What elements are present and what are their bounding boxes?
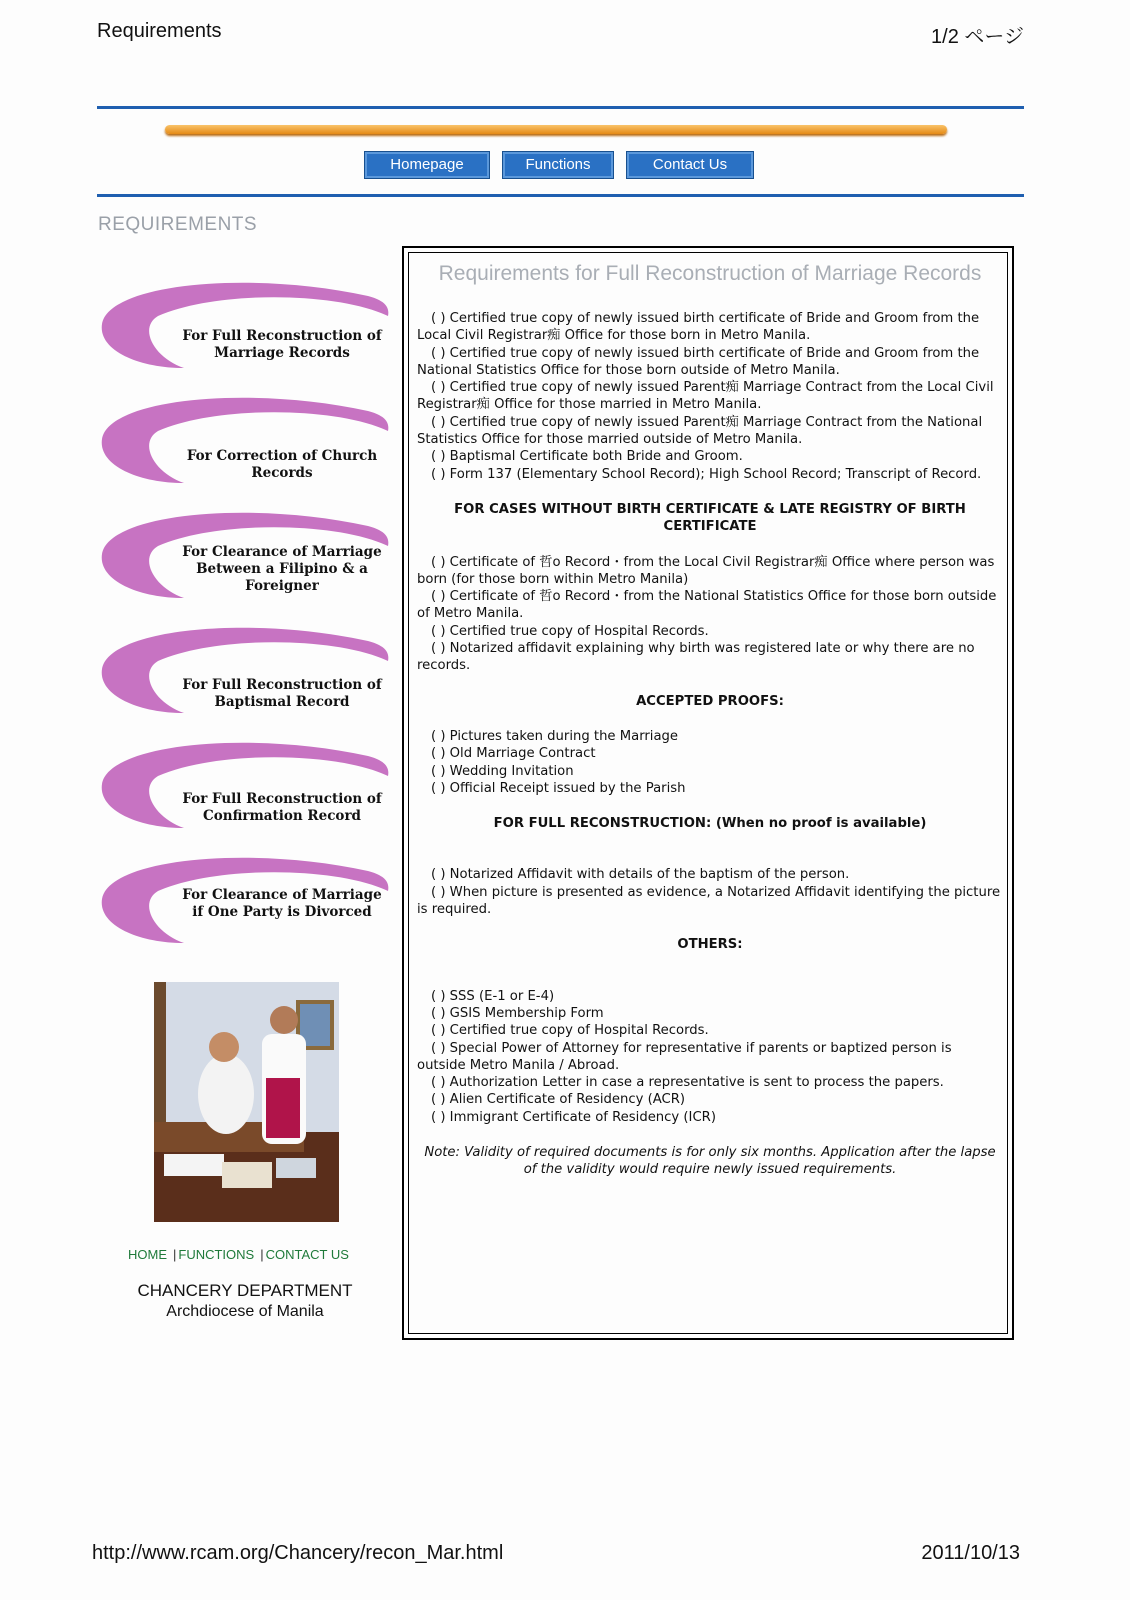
list-item: ( ) Certified true copy of Hospital Records. [431, 1023, 709, 1039]
list-item: ( ) Special Power of Attorney for representative if parents or baptized person is outside Metro Manila / Abroad. [417, 1040, 952, 1073]
sidebar-item-label: For Correction of Church Records [186, 448, 378, 481]
main-nav [364, 151, 754, 179]
list-item: ( ) Wedding Invitation [431, 763, 574, 779]
sidebar-item-label: For Full Reconstruction of Confirmation Record [182, 791, 382, 824]
list-item: ( ) GSIS Membership Form [431, 1005, 604, 1021]
content-title: Requirements for Full Reconstruction of Marriage Records [438, 262, 982, 285]
homepage-button[interactable]: Homepage [364, 151, 490, 179]
sidebar-item-label: For Full Reconstruction of Marriage Records [182, 328, 382, 361]
section-label: REQUIREMENTS [98, 214, 258, 235]
orange-decorative-bar [165, 125, 947, 134]
top-divider [97, 106, 1024, 109]
list-item: ( ) When picture is presented as evidence, a Notarized Affidavit identifying the picture is required. [417, 884, 1001, 918]
sidebar-menu [98, 276, 393, 966]
content-panel [402, 246, 1014, 1340]
sidebar-item-marriage-reconstruction[interactable] [98, 276, 393, 391]
validity-note: Note: Validity of required documents is for only six months. Application after the lapse of the validity would require newly issued requirements. [424, 1144, 996, 1178]
content-inner [408, 252, 1008, 1334]
list-item: ( ) Certified true copy of newly issued Parent痴 Marriage Contract from the National Statistics Office for those married outside of Metro Manila. [417, 414, 983, 448]
list-item: ( ) Notarized Affidavit with details of the baptism of the person. [431, 867, 850, 883]
list-item: ( ) SSS (E-1 or E-4) [431, 988, 555, 1004]
list-item: ( ) Certified true copy of newly issued Parent痴 Marriage Contract from the Local Civil Registrar痴 Office for those married in Metro Manila. [417, 380, 994, 413]
footer-functions-link[interactable]: FUNCTIONS [178, 1247, 255, 1262]
list-item: ( ) Alien Certificate of Residency (ACR) [431, 1092, 686, 1108]
section-heading: OTHERS: [677, 937, 743, 953]
list-item: ( ) Old Marriage Contract [431, 746, 596, 762]
archdiocese-name: Archdiocese of Manila [166, 1303, 324, 1320]
print-footer-date: 2011/10/13 [921, 1542, 1020, 1564]
footer-home-link[interactable]: HOME [128, 1247, 167, 1262]
list-item: ( ) Official Receipt issued by the Parish [431, 780, 686, 796]
list-item: ( ) Certificate of 哲o Record・from the Local Civil Registrar痴 Office where person was born (for those born within Metro Manila) [417, 554, 995, 587]
swoosh-icon [98, 391, 393, 501]
department-block [115, 1281, 375, 1321]
nav-bottom-divider [97, 194, 1024, 197]
list-item: ( ) Notarized affidavit explaining why birth was registered late or why there are no records. [417, 641, 975, 674]
sidebar-item-label: For Clearance of Marriage Between a Filipino & a Foreigner [182, 544, 382, 594]
sidebar-item-foreigner-clearance[interactable] [98, 506, 393, 621]
functions-button[interactable]: Functions [502, 151, 614, 179]
swoosh-icon [98, 621, 393, 731]
list-item: ( ) Certified true copy of newly issued birth certificate of Bride and Groom from the Local Civil Registrar痴 Office for those born in Metro Manila. [417, 311, 980, 344]
list-item: ( ) Immigrant Certificate of Residency (ICR) [431, 1109, 716, 1125]
sidebar-item-label: For Full Reconstruction of Baptismal Record [182, 677, 382, 710]
print-header-title: Requirements [97, 20, 222, 42]
footer-contact-link[interactable]: CONTACT US [265, 1247, 349, 1262]
footer-links: HOME | FUNCTIONS | CONTACT US [128, 1247, 349, 1262]
sidebar-item-divorced-clearance[interactable] [98, 851, 393, 966]
section-heading: FOR FULL RECONSTRUCTION: (When no proof is available) [493, 816, 927, 832]
list-item: ( ) Authorization Letter in case a representative is sent to process the papers. [431, 1075, 944, 1091]
list-item: ( ) Form 137 (Elementary School Record); High School Record; Transcript of Record. [431, 466, 982, 482]
department-name: CHANCERY DEPARTMENT [137, 1281, 353, 1300]
sidebar-item-baptismal-reconstruction[interactable] [98, 621, 393, 736]
sidebar-item-label: For Clearance of Marriage if One Party is Divorced [182, 887, 382, 920]
list-item: ( ) Certified true copy of Hospital Records. [431, 623, 709, 639]
list-item: ( ) Certified true copy of newly issued birth certificate of Bride and Groom from the National Statistics Office for those born outside of Metro Manila. [417, 345, 980, 378]
contact-us-button[interactable]: Contact Us [626, 151, 754, 179]
sidebar-item-church-correction[interactable] [98, 391, 393, 506]
list-item: ( ) Certificate of 哲o Record・from the National Statistics Office for those born outside of Metro Manila. [417, 589, 997, 622]
print-page-number: 1/2 ページ [931, 26, 1024, 48]
list-item: ( ) Pictures taken during the Marriage [431, 728, 679, 744]
sidebar-item-confirmation-reconstruction[interactable] [98, 736, 393, 851]
print-footer-url: http://www.rcam.org/Chancery/recon_Mar.html [92, 1542, 504, 1564]
section-heading: FOR CASES WITHOUT BIRTH CERTIFICATE & LATE REGISTRY OF BIRTH CERTIFICATE [454, 501, 966, 535]
section-heading: ACCEPTED PROOFS: [636, 693, 784, 709]
list-item: ( ) Baptismal Certificate both Bride and Groom. [431, 449, 743, 465]
clergy-photo [154, 982, 339, 1222]
